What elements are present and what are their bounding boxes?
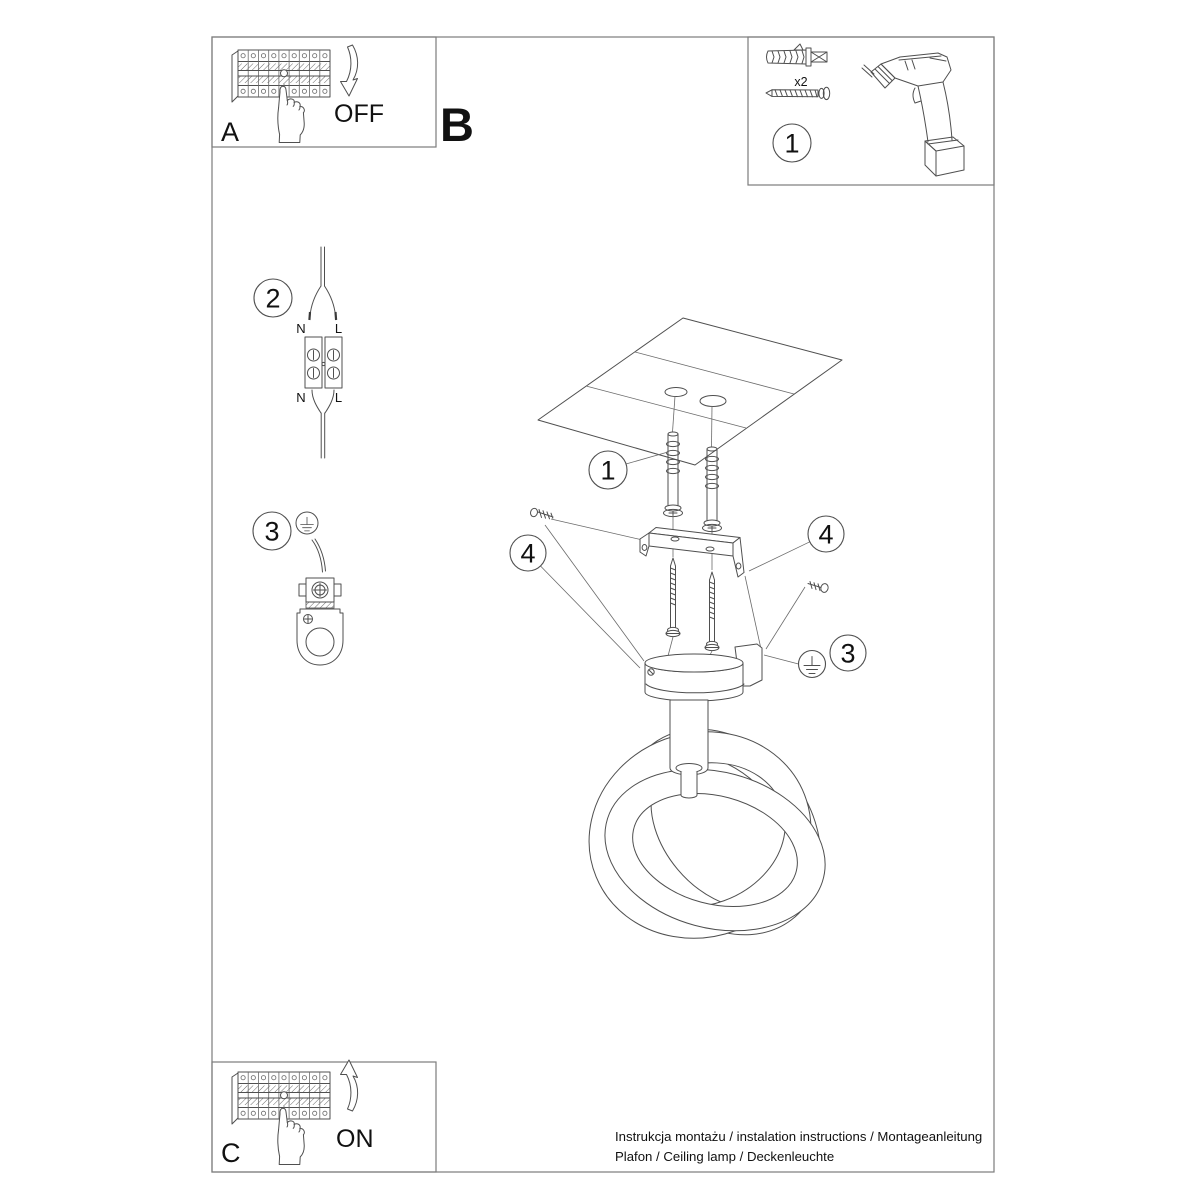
wire-label-l-bottom: L <box>334 390 343 405</box>
arrow-up-icon <box>341 1060 358 1111</box>
step-2-wiring <box>254 247 342 458</box>
footer <box>615 1129 982 1164</box>
mounting-bracket <box>640 528 744 578</box>
drill-illustration <box>862 53 964 176</box>
wall-plug-illustration <box>767 44 828 66</box>
panel-a-label: A <box>221 117 240 147</box>
footer-line-1: Instrukcja montażu / instalation instructions / Montageanleitung <box>615 1129 983 1144</box>
mounting-plate <box>297 609 343 665</box>
wire-top <box>309 247 336 320</box>
step-3-number: 3 <box>264 516 280 547</box>
earth-ground-icon <box>296 512 318 534</box>
terminal-block <box>305 337 342 388</box>
panel-a-box <box>212 37 436 147</box>
callout-screws-left-number: 4 <box>520 538 536 569</box>
ground-clamp <box>299 578 341 608</box>
mounting-screw-left <box>666 558 680 637</box>
breaker-illustration-a <box>232 50 330 143</box>
ground-wire <box>312 539 326 572</box>
step-3-ground-part <box>253 512 343 665</box>
ceiling-hole-right <box>700 396 726 407</box>
footer-line-2: Plafon / Ceiling lamp / Deckenleuchte <box>615 1149 835 1164</box>
wire-label-n-top: N <box>296 321 306 336</box>
arrow-down-icon <box>341 45 358 96</box>
ceiling-panel <box>538 318 842 465</box>
callout-screws-right-number: 4 <box>818 519 834 550</box>
panel-c-box <box>212 1060 436 1172</box>
fixing-screw-left <box>530 508 553 519</box>
parts-box <box>748 37 994 185</box>
ceiling-hole-left <box>665 388 687 397</box>
panel-c-state-label: ON <box>336 1125 374 1153</box>
breaker-illustration-c <box>232 1072 330 1165</box>
screw-illustration <box>766 87 830 99</box>
earth-ground-icon-assembly <box>799 651 826 678</box>
lamp-canopy <box>645 644 762 701</box>
wall-plug-qty-label: x2 <box>794 75 808 89</box>
section-b-label: B <box>440 98 474 151</box>
wall-anchor-left <box>664 432 683 517</box>
fixing-screw-right <box>808 582 829 594</box>
mounting-screw-right <box>705 572 719 651</box>
wire-label-l-top: L <box>334 321 343 336</box>
panel-a-state-label: OFF <box>334 100 384 128</box>
callout-anchor-number: 1 <box>600 455 616 486</box>
panel-c-label: C <box>221 1138 241 1168</box>
wire-label-n-bottom: N <box>296 390 306 405</box>
wall-anchor-right <box>703 447 722 532</box>
wire-bottom <box>312 390 334 458</box>
step-2-number: 2 <box>265 283 281 314</box>
step-1-number: 1 <box>784 128 800 159</box>
assembly-diagram <box>510 318 866 974</box>
callout-ground-number: 3 <box>840 638 856 669</box>
lamp-shade <box>560 690 862 975</box>
